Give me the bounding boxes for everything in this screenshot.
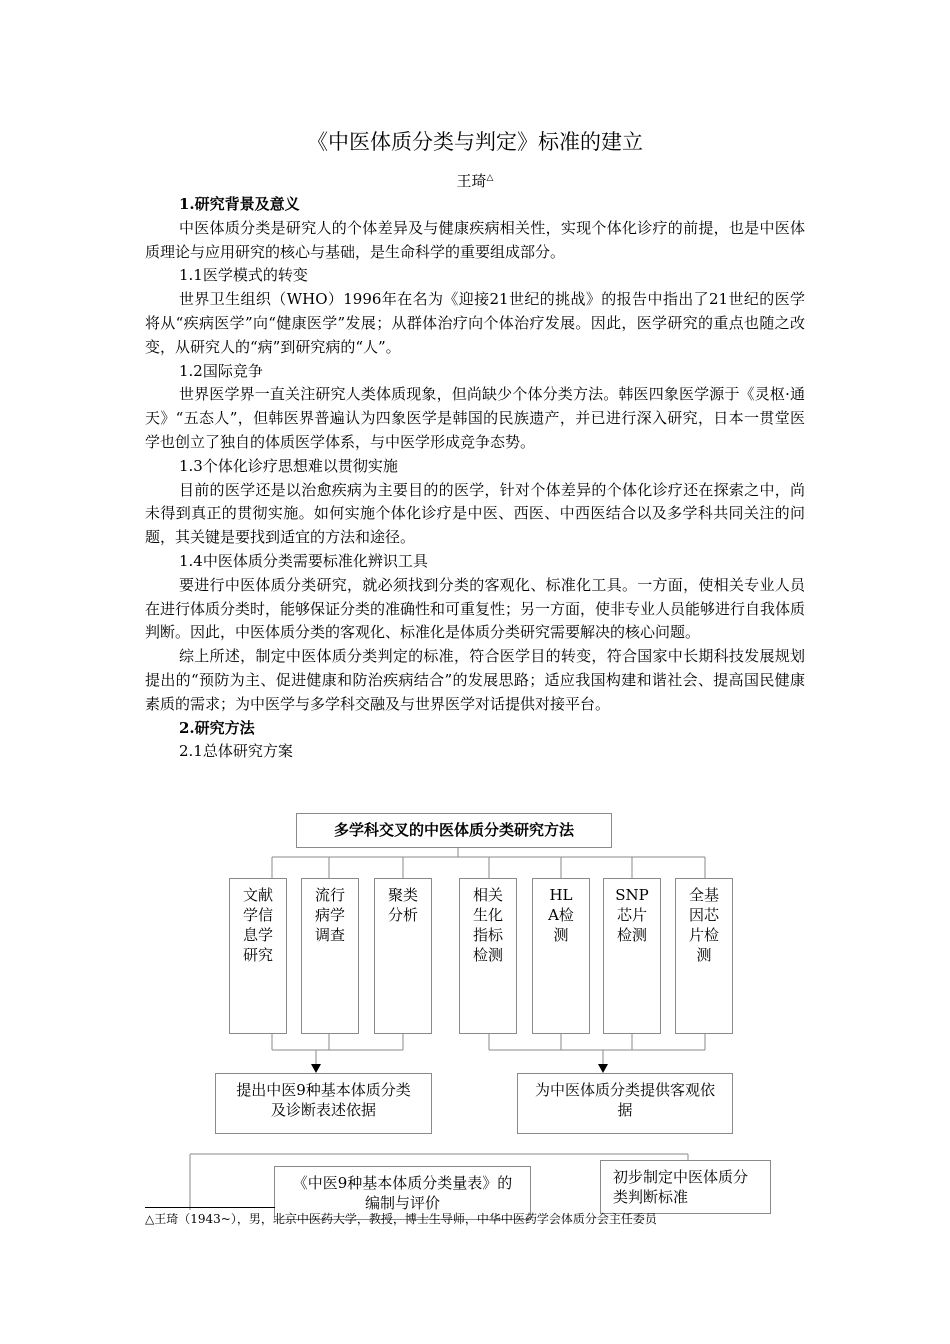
method-box-hla: HLA检测	[532, 878, 590, 1034]
author-name: 王琦	[456, 172, 487, 190]
author-mark: △	[486, 173, 494, 183]
section-1-3-heading: 1.3个体化诊疗思想难以贯彻实施	[179, 456, 398, 475]
diagram-top-box: 多学科交叉的中医体质分类研究方法	[296, 813, 612, 848]
output-box-objective-basis: 为中医体质分类提供客观依据	[517, 1073, 733, 1134]
method-box-literature: 文献学信息学研究	[229, 878, 287, 1034]
section-1-3-paragraph: 目前的医学还是以治愈疾病为主要目的的医学，针对个体差异的个体化诊疗还在探索之中，尚未得到真正的贯彻实施。如何实施个体化诊疗是中医、西医、中西医结合以及多学科共同关注的问题，其关键是要找到适宜的方法和途径。	[145, 480, 805, 547]
section-1-4-paragraph: 要进行中医体质分类研究，就必须找到分类的客观化、标准化工具。一方面，使相关专业人员在进行体质分类时，能够保证分类的准确性和可重复性；另一方面，使非专业人员能够进行自我体质判断。因此，中医体质分类的客观化、标准化是体质分类研究需要解决的核心问题。	[145, 575, 806, 642]
section-1-4-heading: 1.4中医体质分类需要标准化辨识工具	[179, 551, 428, 570]
scale-box: 《中医9种基本体质分类量表》的编制与评价	[274, 1166, 531, 1220]
section-2-heading: 2.研究方法	[179, 718, 255, 737]
method-box-snp: SNP芯片检测	[603, 878, 661, 1034]
summary-paragraph: 综上所述，制定中医体质分类判定的标准，符合医学目的转变，符合国家中长期科技发展规划提出的“预防为主、促进健康和防治疾病结合”的发展思路；适应我国构建和谐社会、提高国民健康素质的需求；为中医学与多学科交融及与世界医学对话提供对接平台。	[145, 647, 805, 713]
document-title: 《中医体质分类与判定》标准的建立	[307, 130, 643, 154]
section-1-heading: 1.研究背景及意义	[179, 195, 300, 213]
section-1-paragraph: 中医体质分类是研究人的个体差异及与健康疾病相关性，实现个体化诊疗的前提，也是中医体质理论与应用研究的核心与基础，是生命科学的重要组成部分。	[145, 218, 805, 261]
method-box-cluster-analysis: 聚类分析	[374, 878, 432, 1034]
method-box-biochemical: 相关生化指标检测	[459, 878, 517, 1034]
method-box-epidemiology: 流行病学调查	[301, 878, 359, 1034]
footnote-separator	[145, 1207, 275, 1208]
footnote: △王琦（1943~），男，北京中医药大学，教授，博士生导师，中华中医药学会体质分会主任委员	[145, 1212, 657, 1226]
section-1-1-heading: 1.1医学模式的转变	[179, 266, 308, 285]
standard-box: 初步制定中医体质分类判断标准	[600, 1160, 771, 1214]
section-1-2-heading: 1.2国际竞争	[179, 361, 263, 380]
method-box-genome-chip: 全基因芯片检测	[675, 878, 733, 1034]
section-1-2-paragraph: 世界医学界一直关注研究人类体质现象，但尚缺少个体分类方法。韩医四象医学源于《灵枢·通天》“五态人”，但韩医界普遍认为四象医学是韩国的民族遗产，并已进行深入研究，日本一贯堂医学也创立了独自的体质医学体系，与中医学形成竞争态势。	[145, 385, 805, 451]
output-box-nine-types: 提出中医9种基本体质分类及诊断表述依据	[215, 1073, 432, 1134]
section-1-1-paragraph: 世界卫生组织（WHO）1996年在名为《迎接21世纪的挑战》的报告中指出了21世纪的医学将从“疾病医学”向“健康医学”发展；从群体治疗向个体治疗发展。因此，医学研究的重点也随之改变，从研究人的“病”到研究病的“人”。	[145, 290, 805, 356]
section-2-1-heading: 2.1总体研究方案	[179, 742, 293, 761]
